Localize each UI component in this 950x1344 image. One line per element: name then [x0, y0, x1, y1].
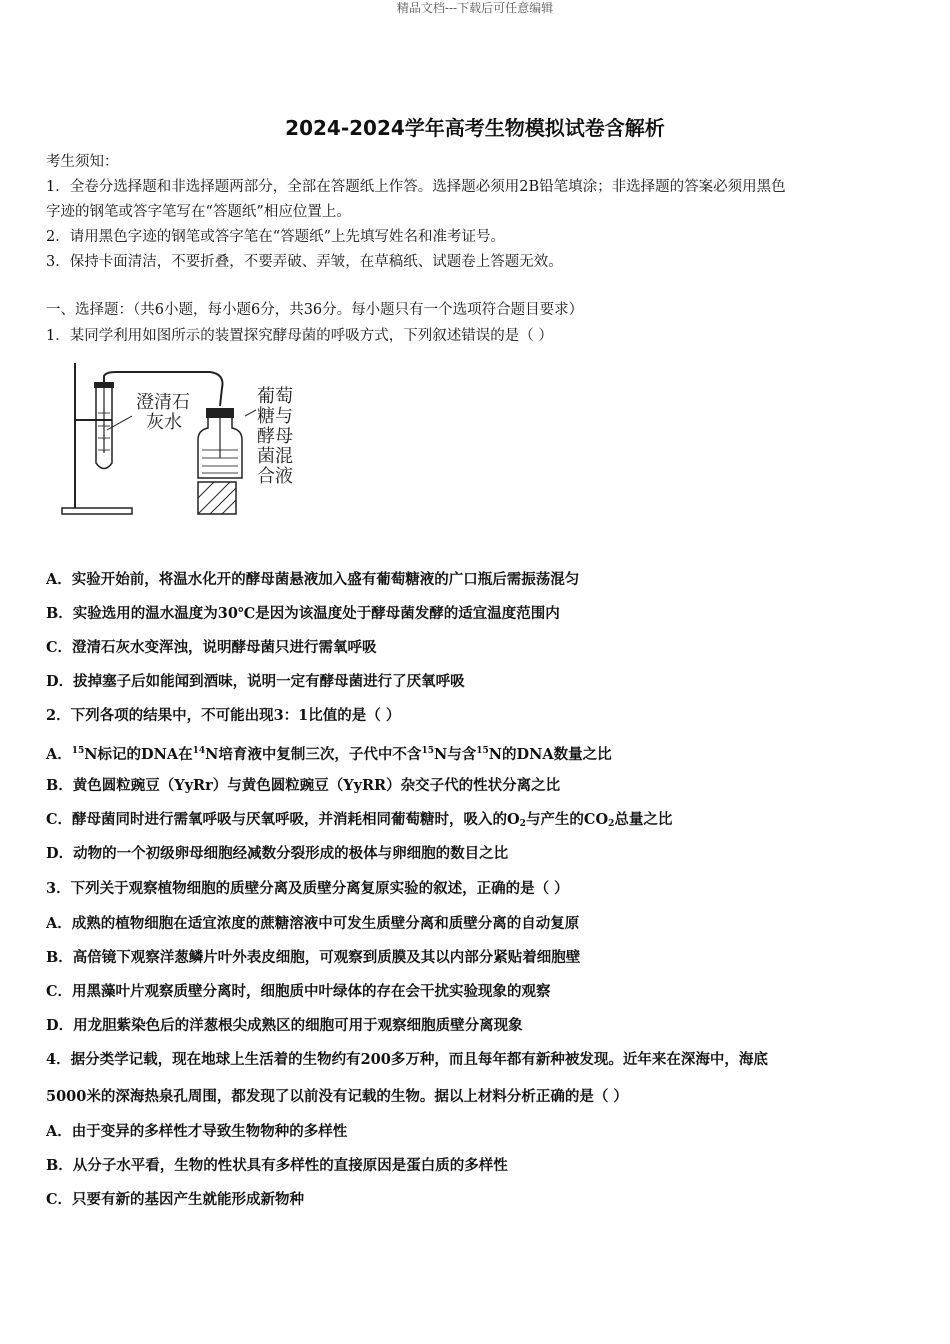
question-2-stem: 2．下列各项的结果中，不可能出现3：1比值的是（ ） [46, 707, 401, 724]
question-2-option-c: C．酵母菌同时进行需氧呼吸与厌氧呼吸，并消耗相同葡萄糖时，吸入的$O_2$与产生的$CO_2$总量之比 [46, 811, 673, 829]
notice-item: 2．请用黑色字迹的钢笔或答字笔在“答题纸”上先填写姓名和准考证号。 [46, 229, 506, 245]
notice-heading: 考生须知： [46, 154, 119, 170]
question-2-option-b: B．黄色圆粒豌豆（YyRr）与黄色圆粒豌豆（YyRR）杂交子代的性状分离之比 [46, 777, 561, 794]
page-header: 精品文档---下载后可任意编辑 [396, 1, 554, 15]
question-3-option-a: A．成熟的植物细胞在适宜浓度的蔗糖溶液中可发生质壁分离和质壁分离的自动复原 [46, 915, 580, 932]
question-1-stem: 1．某同学利用如图所示的装置探究酵母菌的呼吸方式，下列叙述错误的是（ ） [46, 328, 553, 344]
label-mixture: 合液 [257, 466, 293, 487]
question-2-option-a: A．$^{15}$N标记的DNA在$^{14}$N培育液中复制三次，子代中不含$^{15}$N与含$^{15}$N的DNA数量之比 [46, 746, 612, 763]
tube-stopper [94, 382, 114, 388]
question-1-option-d: D．拔掉塞子后如能闻到酒味，说明一定有酵母菌进行了厌氧呼吸 [46, 673, 465, 690]
question-3-stem: 3．下列关于观察植物细胞的质壁分离及质壁分离复原实验的叙述，正确的是（ ） [46, 880, 569, 897]
label-mixture: 糖与 [257, 406, 293, 427]
notice-item: 3．保持卡面清洁，不要折叠，不要弄破、弄皱，在草稿纸、试题卷上答题无效。 [46, 254, 563, 270]
label-limewater-2: 灰水 [146, 412, 182, 433]
question-4-stem-line-2: 5000米的深海热泉孔周围，都发现了以前没有记载的生物。据以上材料分析正确的是（ ） [46, 1088, 628, 1105]
question-4-stem-line-1: 4．据分类学记载，现在地球上生活着的生物约有200多万种，而且每年都有新种被发现。近年来在深海中，海底 [46, 1051, 768, 1068]
question-4-option-b: B．从分子水平看，生物的性状具有多样性的直接原因是蛋白质的多样性 [46, 1157, 508, 1174]
question-3-option-c: C．用黑藻叶片观察质壁分离时，细胞质中叶绿体的存在会干扰实验现象的观察 [46, 983, 551, 1000]
section-heading: 一、选择题：（共6小题，每小题6分，共36分。每小题只有一个选项符合题目要求） [46, 302, 584, 318]
notice-item: 字迹的钢笔或答字笔写在“答题纸”相应位置上。 [46, 204, 351, 220]
water-bath-block [198, 482, 236, 514]
label-mixture: 酵母 [257, 426, 293, 447]
apparatus-figure [60, 358, 320, 523]
question-1-option-b: B．实验选用的温水温度为30℃是因为该温度处于酵母菌发酵的适宜温度范围内 [46, 605, 560, 622]
label-mixture: 菌混 [257, 446, 293, 467]
question-1-option-a: A．实验开始前，将温水化开的酵母菌悬液加入盛有葡萄糖液的广口瓶后需振荡混匀 [46, 571, 580, 588]
question-2-option-d: D．动物的一个初级卵母细胞经减数分裂形成的极体与卵细胞的数目之比 [46, 845, 509, 862]
page-title: 2024-2024学年高考生物模拟试卷含解析 [285, 116, 665, 140]
question-4-option-a: A．由于变异的多样性才导致生物物种的多样性 [46, 1123, 348, 1140]
stand-base [62, 508, 132, 514]
question-1-option-c: C．澄清石灰水变浑浊，说明酵母菌只进行需氧呼吸 [46, 639, 377, 656]
label-mixture: 葡萄 [257, 386, 293, 407]
question-3-option-b: B．高倍镜下观察洋葱鳞片叶外表皮细胞，可观察到质膜及其以内部分紧贴着细胞壁 [46, 949, 581, 966]
question-4-option-c: C．只要有新的基因产生就能形成新物种 [46, 1191, 305, 1208]
bottle-stopper [206, 408, 234, 418]
label-limewater-1: 澄清石 [136, 392, 190, 413]
question-3-option-d: D．用龙胆紫染色后的洋葱根尖成熟区的细胞可用于观察细胞质壁分离现象 [46, 1017, 523, 1034]
notice-item: 1．全卷分选择题和非选择题两部分，全部在答题纸上作答。选择题必须用2B铅笔填涂；非选择题的答案必须用黑色 [46, 179, 786, 195]
